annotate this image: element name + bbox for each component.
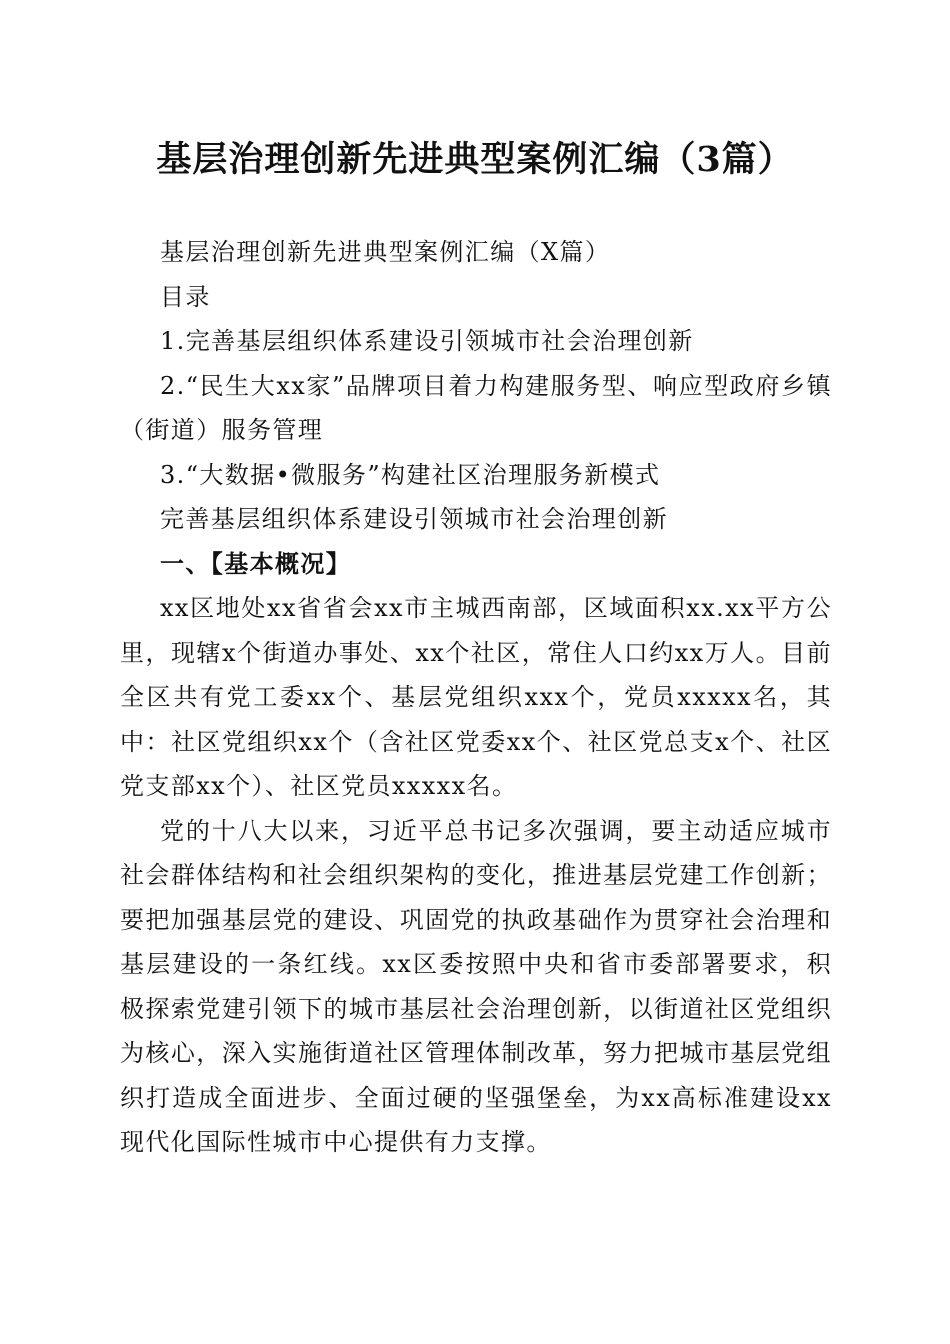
document-body — [120, 230, 832, 1165]
toc-heading: 目录 — [160, 282, 211, 311]
document-title: 基层治理创新先进典型案例汇编（3篇） — [156, 139, 794, 180]
section-title: 完善基层组织体系建设引领城市社会治理创新 — [160, 505, 668, 533]
body-paragraph-overview: xx区地处xx省省会xx市主城西南部，区域面积xx.xx平方公里，现辖x个街道办事处、xx个社区，常住人口约xx万人。目前全区共有党工委xx个、基层党组织xxx个，党员xxxxx名，其中：社区党组织xx个（含社区党委xx个、社区党总支x个、社区党支部xx个）、社区党员xxxxx名。 — [120, 594, 832, 800]
body-paragraph-background: 党的十八大以来，习近平总书记多次强调，要主动适应城市社会群体结构和社会组织架构的变化，推进基层党建工作创新；要把加强基层党的建设、巩固党的执政基础作为贯穿社会治理和基层建设的一条红线。xx区委按照中央和省市委部署要求，积极探索党建引领下的城市基层社会治理创新，以街道社区党组织为核心，深入实施街道社区管理体制改革，努力把城市基层党组织打造成全面进步、全面过硬的坚强堡垒，为xx高标准建设xx现代化国际性城市中心提供有力支撑。 — [120, 816, 832, 1156]
toc-item-2: 2.“民生大xx家”品牌项目着力构建服务型、响应型政府乡镇（街道）服务管理 — [120, 371, 832, 444]
section-heading-overview: 一、【基本概况】 — [160, 548, 352, 578]
subtitle-paragraph: 基层治理创新先进典型案例汇编（X篇） — [160, 238, 611, 266]
toc-item-1: 1.完善基层组织体系建设引领城市社会治理创新 — [160, 327, 694, 355]
toc-item-3: 3.“大数据•微服务”构建社区治理服务新模式 — [160, 460, 661, 489]
